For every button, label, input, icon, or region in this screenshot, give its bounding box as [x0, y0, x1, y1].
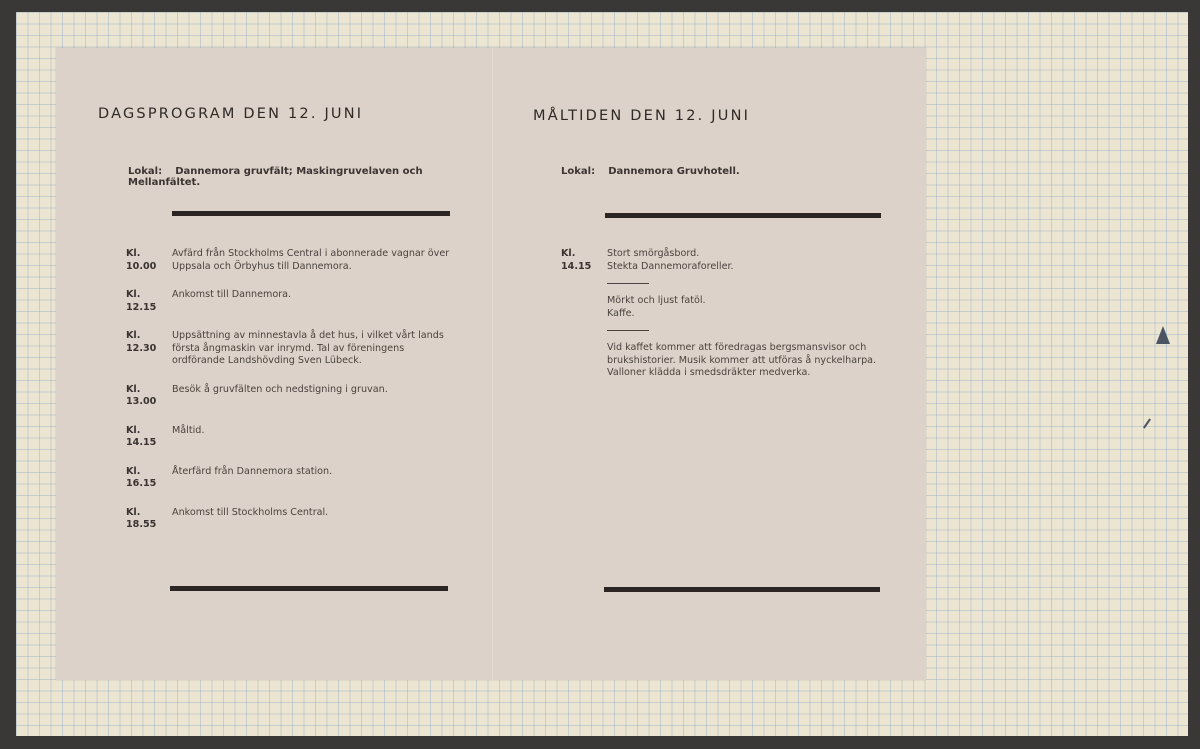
menu-item: Stekta Dannemoraforeller. — [607, 260, 734, 272]
entry-text: Avfärd från Stockholms Central i abonnerade vagnar över Uppsala och Örbyhus till Dannemora. — [172, 248, 450, 272]
menu-separator — [607, 330, 649, 331]
menu-separator — [607, 283, 649, 284]
meal-menu — [561, 248, 891, 380]
menu-item: Mörkt och ljust fatöl. — [607, 295, 706, 306]
entry-text: Ankomst till Dannemora. — [172, 289, 292, 300]
schedule-entry — [126, 384, 456, 409]
location-value: Dannemora gruvfält; Maskingruvelaven och Mellanfältet. — [128, 166, 423, 188]
schedule-entry — [126, 289, 456, 314]
entry-text: Ankomst till Stockholms Central. — [172, 506, 329, 518]
menu-items — [607, 248, 891, 380]
entry-time: Kl. 12.30 — [126, 330, 157, 354]
entry-time: Kl. 16.15 — [126, 465, 157, 489]
entry-text: Besök å gruvfälten och nedstigning i gruvan. — [172, 383, 388, 395]
divider-bar — [604, 587, 880, 592]
divider-bar — [170, 586, 448, 591]
day-program-heading: DAGSPROGRAM DEN 12. JUNI — [98, 106, 364, 122]
schedule-entry — [126, 248, 456, 273]
meal-heading: MÅLTIDEN DEN 12. JUNI — [533, 108, 751, 124]
entry-time: Kl. 14.15 — [126, 424, 157, 448]
location-value: Dannemora Gruvhotell. — [608, 166, 740, 177]
schedule-list — [126, 248, 456, 548]
meal-note: Vid kaffet kommer att föredragas bergsmansvisor och brukshistorier. Musik kommer att utföras å nyckelharpa. Valloner klädda i smedsdräkter medverka. — [607, 342, 877, 378]
entry-text: Måltid. — [172, 424, 205, 436]
menu-item: Stort smörgåsbord. — [607, 248, 700, 259]
location-label: Lokal: — [561, 166, 596, 177]
divider-bar — [172, 211, 450, 216]
divider-bar — [605, 213, 881, 218]
schedule-entry — [126, 507, 456, 532]
pencil-mark-icon — [1156, 326, 1170, 344]
meal-entry — [561, 248, 891, 380]
location-label: Lokal: — [128, 166, 163, 177]
entry-text: Uppsättning av minnestavla å det hus, i vilket vårt lands första ångmaskin var inrymd. Tal av föreningens ordförande Landshövding Sven Lübeck. — [172, 330, 444, 366]
schedule-entry — [126, 466, 456, 491]
menu-item: Kaffe. — [607, 307, 635, 319]
day-program-location — [128, 166, 491, 188]
entry-time: Kl. 12.15 — [126, 289, 157, 313]
entry-text: Återfärd från Dannemora station. — [172, 465, 333, 477]
entry-time: Kl. 13.00 — [126, 383, 157, 407]
day-program-column — [56, 48, 491, 680]
entry-time: Kl. 14.15 — [561, 248, 592, 272]
entry-time: Kl. 10.00 — [126, 248, 157, 272]
entry-time: Kl. 18.55 — [126, 506, 157, 530]
schedule-entry — [126, 425, 456, 450]
program-sheet — [56, 48, 926, 680]
meal-column — [493, 48, 926, 680]
meal-location — [561, 166, 740, 177]
schedule-entry — [126, 330, 456, 368]
